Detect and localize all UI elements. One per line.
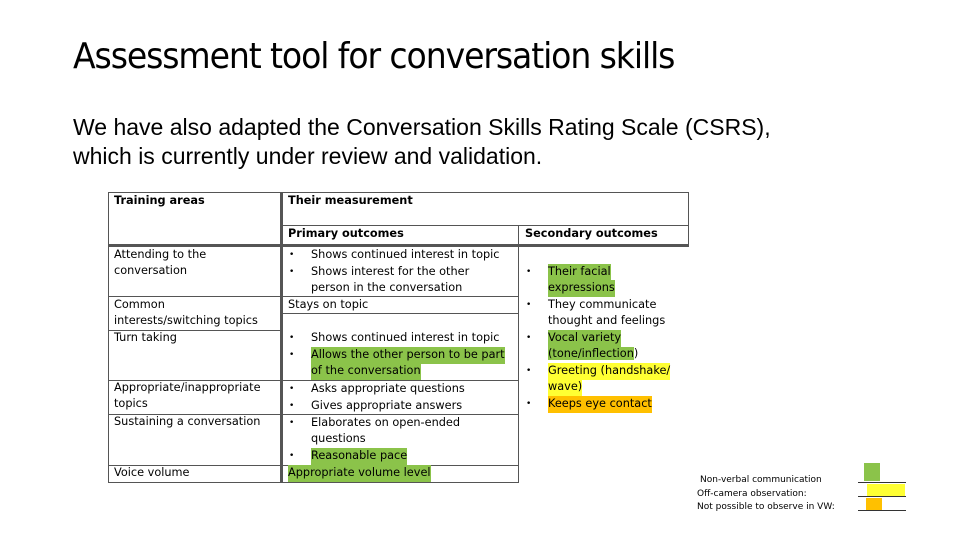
training-area: interests/switching topics — [114, 314, 258, 327]
secondary-outcome-highlighted: Keeps eye contact — [548, 396, 652, 413]
primary-outcome: Shows interest for the other — [311, 265, 470, 278]
assessment-table — [108, 192, 689, 484]
primary-outcome-highlighted: of the conversation — [311, 363, 421, 380]
table-border-bottom — [108, 482, 518, 483]
primary-outcome: person in the conversation — [311, 281, 463, 294]
primary-outcome: Shows continued interest in topic — [311, 248, 500, 261]
training-area: Turn taking — [114, 331, 177, 344]
primary-outcome: Shows continued interest in topic — [311, 331, 500, 344]
table-border-right — [688, 192, 689, 247]
bullet-icon: • — [526, 333, 532, 343]
bullet-icon: • — [289, 451, 295, 461]
color-legend — [697, 472, 835, 516]
training-area: conversation — [114, 264, 188, 277]
header-secondary-outcomes: Secondary outcomes — [525, 227, 658, 240]
legend-rule — [858, 496, 906, 497]
bullet-icon: • — [289, 401, 295, 411]
bullet-icon: • — [526, 366, 532, 376]
primary-outcome-highlighted: Appropriate volume level — [288, 465, 431, 482]
legend-rule — [858, 482, 906, 483]
training-area: Sustaining a conversation — [114, 415, 261, 428]
table-column-divider — [518, 226, 519, 483]
secondary-outcome: thought and feelings — [548, 314, 666, 327]
table-border-left — [108, 192, 109, 483]
bullet-icon: • — [289, 267, 295, 277]
training-area: Appropriate/inappropriate — [114, 381, 261, 394]
primary-outcome-highlighted: Allows the other person to be part — [311, 347, 505, 364]
slide-title: Assessment tool for conversation skills — [73, 36, 675, 77]
legend-label-off-camera: Off-camera observation: — [697, 488, 807, 499]
secondary-outcome-highlighted: Greeting (handshake/ — [548, 363, 670, 380]
primary-outcome: Asks appropriate questions — [311, 382, 465, 395]
legend-label-not-possible: Not possible to observe in VW: — [697, 502, 835, 512]
training-area: Common — [114, 298, 165, 311]
secondary-outcome-highlighted: Vocal variety — [548, 330, 621, 347]
primary-outcome: questions — [311, 432, 366, 445]
legend-rule — [858, 510, 906, 511]
secondary-outcome-line — [548, 346, 638, 363]
secondary-outcome-highlighted: wave) — [548, 379, 582, 396]
bullet-icon: • — [289, 350, 295, 360]
primary-outcome: Elaborates on open-ended — [311, 416, 461, 429]
bullet-icon: • — [526, 267, 532, 277]
bullet-icon: • — [289, 384, 295, 394]
primary-outcome: Gives appropriate answers — [311, 399, 463, 412]
bullet-icon: • — [289, 333, 295, 343]
training-area: Voice volume — [114, 466, 190, 479]
header-primary-outcomes: Primary outcomes — [288, 227, 404, 240]
header-their-measurement: Their measurement — [288, 194, 413, 207]
secondary-outcome-highlighted: expressions — [548, 280, 615, 297]
bullet-icon: • — [289, 418, 295, 428]
training-area: Attending to the — [114, 248, 207, 261]
bullet-icon: • — [526, 399, 532, 409]
legend-label-nonverbal: Non-verbal communication — [700, 475, 822, 485]
secondary-outcome-paren: ) — [633, 347, 639, 360]
secondary-outcome-highlighted: Their facial — [548, 264, 611, 281]
secondary-outcome: They communicate — [548, 298, 657, 311]
legend-swatch-orange — [866, 498, 882, 510]
legend-swatch-green — [864, 463, 880, 481]
bullet-icon: • — [289, 250, 295, 260]
legend-swatch-yellow — [867, 484, 905, 496]
primary-outcome: Stays on topic — [288, 298, 369, 311]
training-area: topics — [114, 397, 148, 410]
header-training-areas: Training areas — [114, 194, 205, 207]
primary-outcome-highlighted: Reasonable pace — [311, 448, 407, 465]
slide-subtitle: We have also adapted the Conversation Skills Rating Scale (CSRS), which is currently under review and validation. — [73, 114, 771, 169]
bullet-icon: • — [526, 300, 532, 310]
secondary-outcome-highlighted: (tone/inflection — [548, 347, 634, 360]
table-column-divider — [280, 192, 283, 483]
